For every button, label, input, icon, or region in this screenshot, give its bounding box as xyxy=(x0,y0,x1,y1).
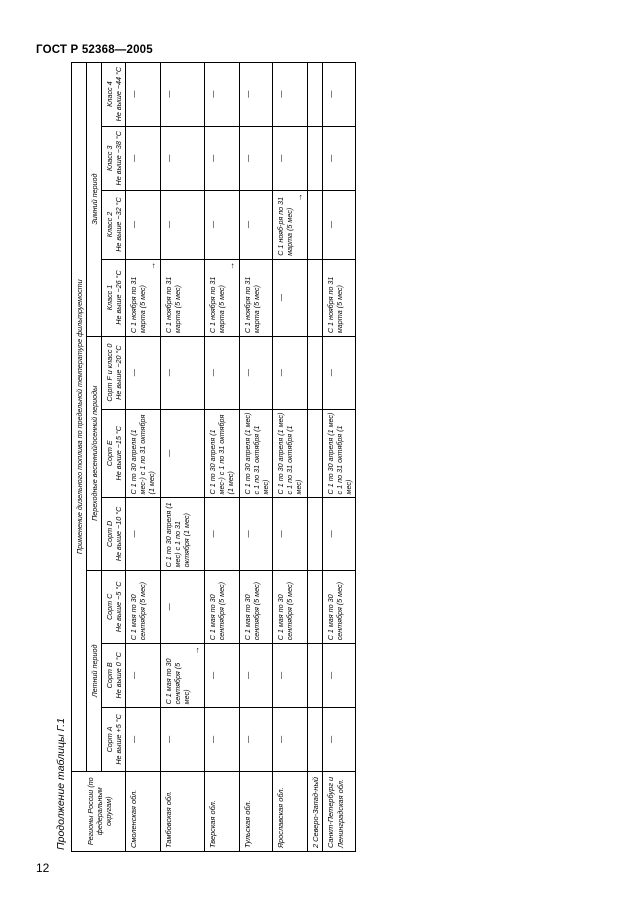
col-grade-e-name: Сорт E xyxy=(105,439,114,466)
row-cell: — xyxy=(126,62,161,126)
row-cell: С 1 мая по 30 сентября (5 мес) xyxy=(126,570,161,643)
row-cell-text: С 1 ноября по 31 марта (5 мес) xyxy=(129,276,147,333)
table-row xyxy=(323,62,356,851)
row-cell: — xyxy=(126,643,161,707)
col-class-4-limit: Не выше −44 °C xyxy=(114,66,123,121)
col-grade-e-limit: Не выше −15 °C xyxy=(114,425,123,480)
row-region: Смоленская обл. xyxy=(126,771,161,851)
row-cell: С 1 по 30 апреля (1 мес-) с 1 по 31 октября (1 мес) xyxy=(205,409,240,497)
row-cell: — xyxy=(273,126,308,190)
row-cell-text: С 1 нояб-ря по 31 марта (5 мес) xyxy=(276,196,294,256)
continuation-arrow-icon: → xyxy=(295,192,304,201)
row-cell: — xyxy=(323,707,356,771)
continuation-arrow-icon: → xyxy=(227,261,236,270)
col-grade-f xyxy=(102,336,126,409)
col-grade-b xyxy=(102,643,126,707)
row-cell: — xyxy=(205,497,240,570)
row-cell: — xyxy=(240,497,273,570)
table-row xyxy=(205,62,240,851)
continuation-arrow-icon: → xyxy=(148,261,157,270)
header-row-periods xyxy=(87,62,102,851)
row-cell xyxy=(308,497,323,570)
row-cell-text: С 1 мая по 30 сентября (5 мес) xyxy=(164,657,191,704)
col-grade-c-name: Сорт C xyxy=(105,593,114,620)
continuation-arrow-icon: → xyxy=(192,645,201,654)
row-cell: — xyxy=(161,570,205,643)
rotated-table-inner xyxy=(55,62,575,852)
row-region: Санкт-Петербург и Ленинградская обл. xyxy=(323,771,356,851)
row-region: Тверская обл. xyxy=(205,771,240,851)
row-cell xyxy=(308,190,323,259)
row-cell: С 1 по 30 апреля (1 мес) с 1 по 31 октября (1 мес) xyxy=(240,409,273,497)
col-class-1-name: Класс 1 xyxy=(105,284,114,310)
col-header-climate-group: Применение дизельного топлива по предельной температуре фильтруемости xyxy=(72,62,87,771)
col-class-2-limit: Не выше −32 °C xyxy=(114,196,123,252)
row-cell: — xyxy=(161,707,205,771)
row-cell: С 1 ноября по 31 марта (5 мес) xyxy=(323,259,356,336)
row-cell: — xyxy=(161,409,205,497)
row-cell xyxy=(308,336,323,409)
row-cell xyxy=(308,409,323,497)
col-grade-b-limit: Не выше 0 °C xyxy=(114,651,123,698)
row-region: Ярославская обл. xyxy=(273,771,308,851)
row-cell: С 1 мая по 30 сентября (5 мес) xyxy=(205,570,240,643)
row-cell: — xyxy=(205,190,240,259)
col-class-3 xyxy=(102,126,126,190)
row-cell: С 1 мая по 30 сентября (5 мес) xyxy=(323,570,356,643)
row-cell xyxy=(308,62,323,126)
table-body xyxy=(126,62,356,851)
row-cell: С 1 по 30 апреля (1 мес-) с 1 по 31 октября (1 мес) xyxy=(126,409,161,497)
row-cell: — xyxy=(240,190,273,259)
row-cell: — xyxy=(240,62,273,126)
row-cell: — xyxy=(240,126,273,190)
header-row-grades xyxy=(102,62,126,851)
col-grade-e xyxy=(102,409,126,497)
row-cell: — xyxy=(323,497,356,570)
row-cell xyxy=(308,126,323,190)
row-cell: С 1 мая по 30 сентября (5 мес) xyxy=(240,570,273,643)
row-cell: — xyxy=(273,707,308,771)
standard-header: ГОСТ Р 52368—2005 xyxy=(36,44,153,56)
col-header-summer: Летний период xyxy=(87,570,102,771)
row-cell: — xyxy=(240,643,273,707)
table-row xyxy=(308,62,323,851)
row-cell: — xyxy=(161,126,205,190)
col-grade-a-name: Сорт A xyxy=(105,725,114,752)
col-class-4-name: Класс 4 xyxy=(105,80,114,107)
row-cell: — xyxy=(323,336,356,409)
row-cell: — xyxy=(205,126,240,190)
row-cell: С 1 по 30 апреля (1 мес) с 1 по 31 октября (1 мес) xyxy=(161,497,205,570)
row-cell: — xyxy=(205,62,240,126)
table-row xyxy=(126,62,161,851)
header-row-group xyxy=(72,62,87,851)
col-class-3-limit: Не выше −38 °C xyxy=(114,130,123,185)
row-cell: — xyxy=(161,190,205,259)
row-cell: — xyxy=(240,336,273,409)
col-grade-a xyxy=(102,707,126,771)
col-class-4 xyxy=(102,62,126,126)
row-cell: — xyxy=(323,190,356,259)
row-cell: — xyxy=(205,707,240,771)
row-cell: — xyxy=(273,62,308,126)
table-row xyxy=(240,62,273,851)
row-cell-text: С 1 ноября по 31 марта (5 мес) xyxy=(208,276,226,333)
col-class-2-name: Класс 2 xyxy=(105,211,114,237)
row-cell: — xyxy=(273,643,308,707)
row-cell: — xyxy=(323,62,356,126)
col-class-1 xyxy=(102,259,126,336)
col-class-1-limit: Не выше −26 °C xyxy=(114,269,123,325)
row-cell: — xyxy=(240,707,273,771)
row-cell xyxy=(205,259,240,336)
row-cell xyxy=(308,643,323,707)
col-grade-a-limit: Не выше +5 °C xyxy=(114,713,123,765)
row-cell: — xyxy=(126,497,161,570)
col-grade-d-name: Сорт D xyxy=(105,520,114,547)
table-caption: Продолжение таблицы Г.1 xyxy=(55,717,67,850)
col-grade-f-name: Сорт F и класс 0 xyxy=(105,343,114,402)
row-region: Тульская обл. xyxy=(240,771,273,851)
row-cell: — xyxy=(323,126,356,190)
col-grade-c xyxy=(102,570,126,643)
row-cell: С 1 ноября по 31 марта (5 мес) xyxy=(240,259,273,336)
row-cell: С 1 по 30 апреля (1 мес) с 1 по 31 октября (1 мес) xyxy=(273,409,308,497)
col-header-spring-autumn: Переходные весенний/осенний периоды xyxy=(87,336,102,570)
row-cell xyxy=(126,259,161,336)
row-cell: — xyxy=(273,259,308,336)
row-cell: — xyxy=(126,126,161,190)
table-row xyxy=(273,62,308,851)
row-cell: — xyxy=(205,643,240,707)
row-cell xyxy=(161,643,205,707)
col-grade-b-name: Сорт B xyxy=(105,661,114,688)
row-cell: С 1 по 30 апреля (1 мес) с 1 по 31 октября (1 мес) xyxy=(323,409,356,497)
col-header-winter: Зимний период xyxy=(87,62,102,336)
row-cell xyxy=(308,570,323,643)
col-class-2 xyxy=(102,190,126,259)
col-grade-f-limit: Не выше −20 °C xyxy=(114,344,123,400)
row-cell: — xyxy=(161,62,205,126)
table-row xyxy=(161,62,205,851)
row-cell: — xyxy=(273,497,308,570)
row-region: Тамбовская обл. xyxy=(161,771,205,851)
row-cell: — xyxy=(323,643,356,707)
row-cell: — xyxy=(161,336,205,409)
row-cell: — xyxy=(126,707,161,771)
row-cell xyxy=(273,190,308,259)
row-cell: С 1 ноября по 31 марта (5 мес) xyxy=(161,259,205,336)
row-region-heading: 2 Северо-Запад-ный xyxy=(308,771,323,851)
row-cell xyxy=(308,707,323,771)
row-cell: — xyxy=(273,336,308,409)
col-grade-c-limit: Не выше −5 °C xyxy=(114,581,123,632)
page-number: 12 xyxy=(36,861,50,875)
row-cell: — xyxy=(205,336,240,409)
row-cell: С 1 мая по 30 сентября (5 мес) xyxy=(273,570,308,643)
row-cell: — xyxy=(126,190,161,259)
col-class-3-name: Класс 3 xyxy=(105,145,114,171)
row-cell: — xyxy=(126,336,161,409)
col-header-region: Регионы России (по федеральным округам) xyxy=(72,771,126,851)
row-cell xyxy=(308,259,323,336)
col-grade-d-limit: Не выше −10 °C xyxy=(114,506,123,561)
fuel-grade-table xyxy=(71,62,356,852)
col-grade-d xyxy=(102,497,126,570)
